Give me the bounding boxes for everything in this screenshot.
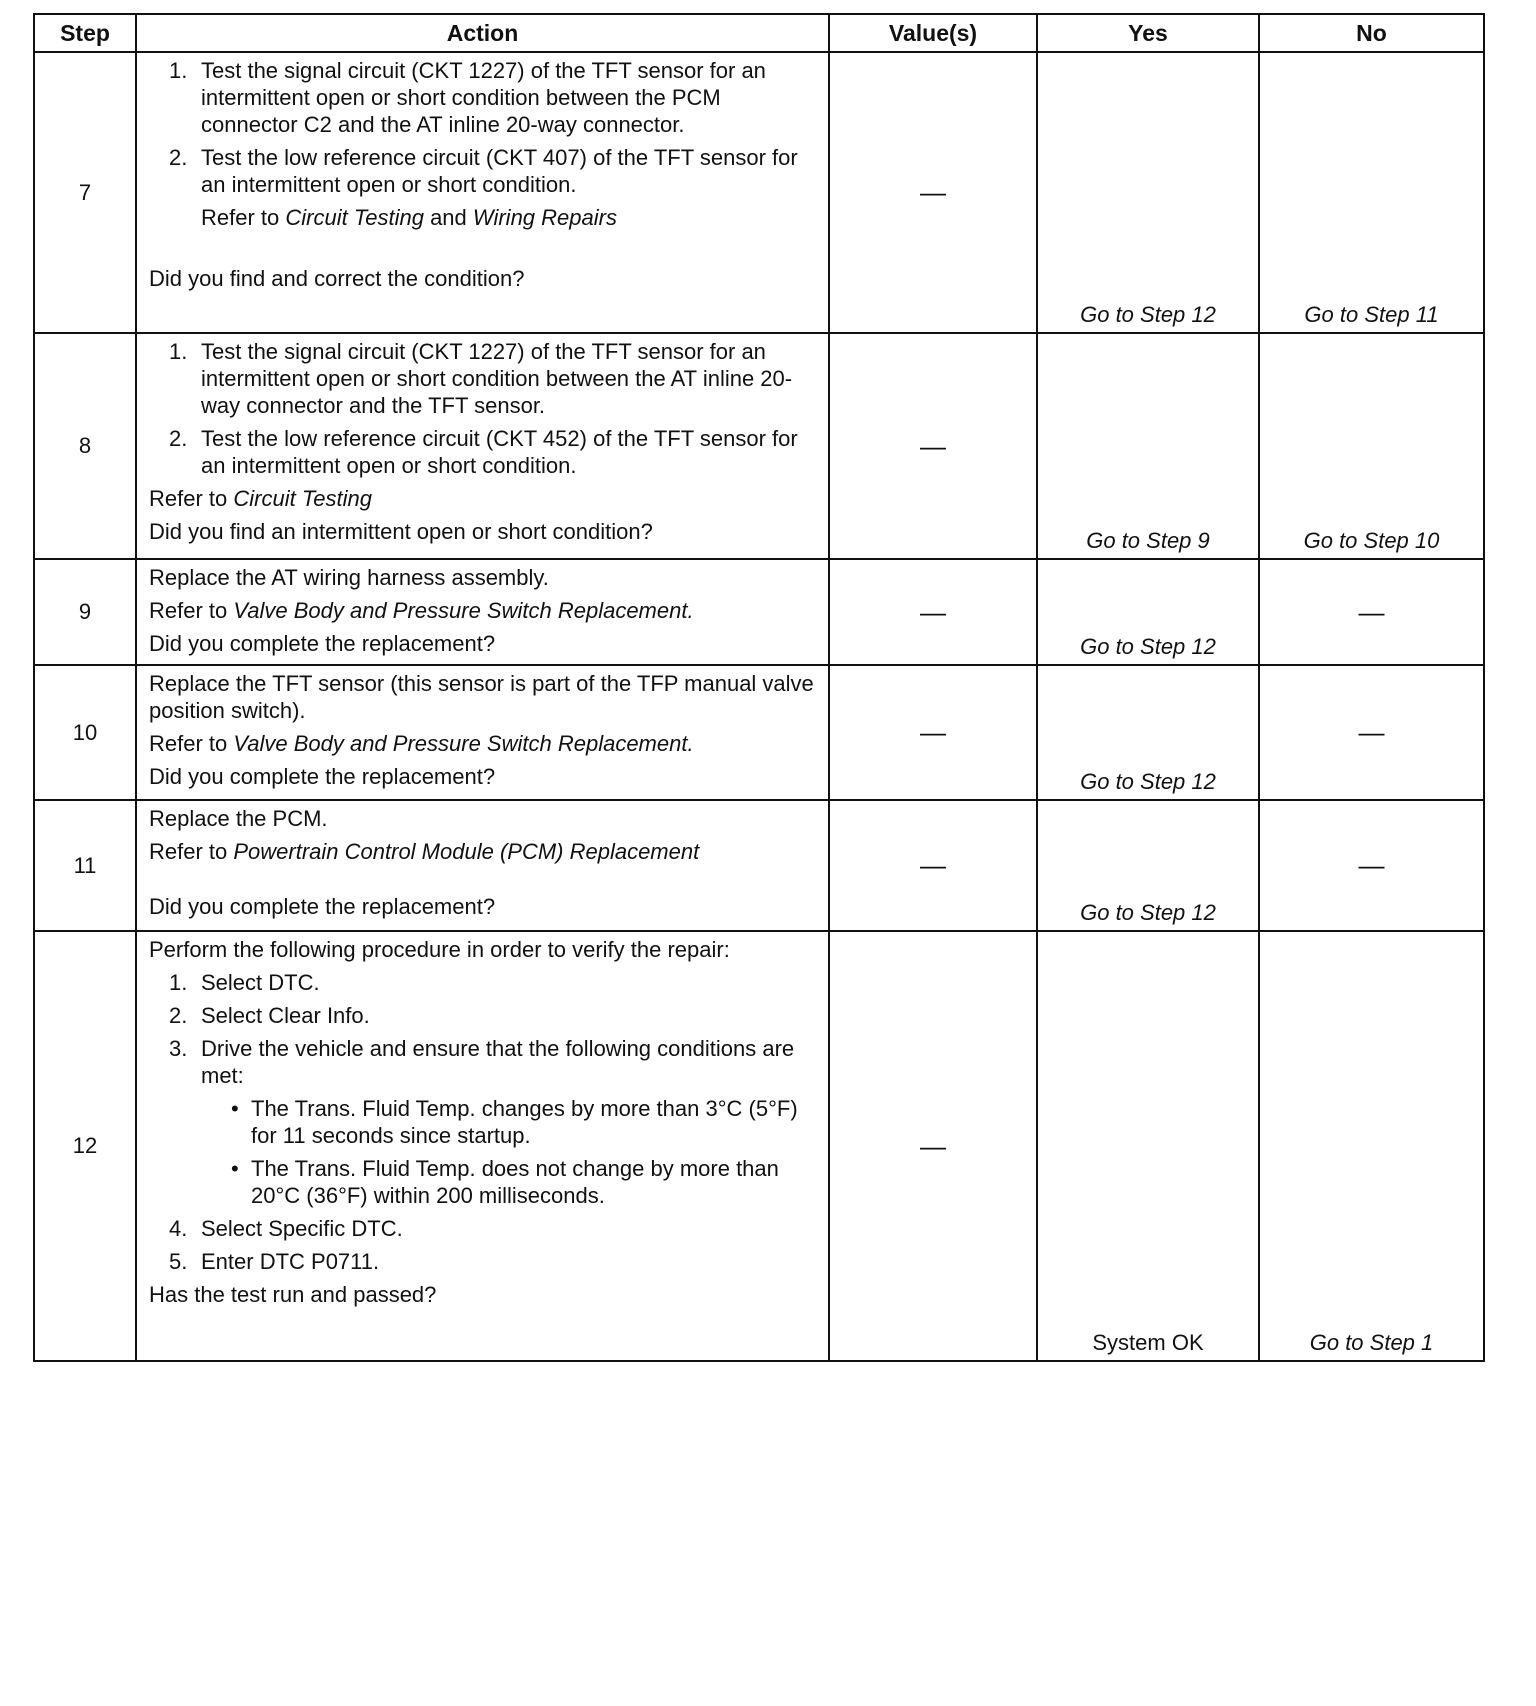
action-item: Select Clear Info. xyxy=(201,1003,370,1028)
value-cell: — xyxy=(829,52,1037,333)
refer-text: and xyxy=(423,205,473,230)
header-values: Value(s) xyxy=(829,14,1037,52)
reference-link[interactable]: Circuit Testing xyxy=(233,486,372,511)
header-yes: Yes xyxy=(1037,14,1259,52)
action-text: Replace the TFT sensor (this sensor is part of the TFP manual valve position switch). xyxy=(149,671,814,723)
refer-text: Refer to xyxy=(201,205,286,230)
table-row xyxy=(34,931,1484,1361)
action-cell: 1. Test the signal circuit (CKT 1227) of the TFT sensor for an intermittent open or short condition between the AT inline 20-way connector and the TFT sensor. 2. Test the low reference circuit (CKT 452) of the TFT sensor for an intermittent open or short condition. Refer to Circuit Testing Did you find an intermittent open or short condition? xyxy=(136,333,829,559)
action-cell xyxy=(136,800,829,931)
reference-link[interactable]: Valve Body and Pressure Switch Replacement. xyxy=(233,598,694,623)
header-step: Step xyxy=(34,14,136,52)
condition-bullet: The Trans. Fluid Temp. changes by more than 3°C (5°F) for 11 seconds since startup. xyxy=(251,1096,798,1148)
header-row xyxy=(34,14,1484,52)
no-action: — xyxy=(1259,665,1484,800)
no-action[interactable]: Go to Step 1 xyxy=(1259,931,1484,1361)
question: Has the test run and passed? xyxy=(149,1282,437,1307)
yes-action[interactable]: System OK xyxy=(1037,931,1259,1361)
yes-action[interactable]: Go to Step 12 xyxy=(1037,559,1259,665)
step-number: 9 xyxy=(34,559,136,665)
action-item: Test the signal circuit (CKT 1227) of the TFT sensor for an intermittent open or short condition between the PCM connector C2 and the AT inline 20-way connector. xyxy=(201,58,766,137)
yes-action[interactable]: Go to Step 12 xyxy=(1037,52,1259,333)
action-cell: Perform the following procedure in order to verify the repair: 1. Select DTC. 2. Select Clear Info. 3. Drive the vehicle and ensure that the following conditions are met: • The Trans. Fluid Temp. changes by more than 3°C (5°F) for 11 seconds since startup. • The Trans. Fluid Temp. does not change by more than 20°C (36°F) within 200 milliseconds. 4. Select Specific DTC. 5. Enter DTC P0711. Has the test run and passed? xyxy=(136,931,829,1361)
value-cell: — xyxy=(829,665,1037,800)
yes-action[interactable]: Go to Step 12 xyxy=(1037,665,1259,800)
question: Did you complete the replacement? xyxy=(149,764,496,789)
value-cell: — xyxy=(829,333,1037,559)
action-cell: 1. Test the signal circuit (CKT 1227) of the TFT sensor for an intermittent open or short condition between the PCM connector C2 and the AT inline 20-way connector. 2. Test the low reference circuit (CKT 407) of the TFT sensor for an intermittent open or short condition. Refer to Circuit Testing and Wiring Repairs Did you find and correct the condition? xyxy=(136,52,829,333)
question: Did you complete the replacement? xyxy=(149,631,496,656)
step-number: 12 xyxy=(34,931,136,1361)
no-action[interactable]: Go to Step 11 xyxy=(1259,52,1484,333)
action-item: Enter DTC P0711. xyxy=(201,1249,380,1274)
value-cell: — xyxy=(829,931,1037,1361)
step-number: 7 xyxy=(34,52,136,333)
action-item: Select Specific DTC. xyxy=(201,1216,403,1241)
table-row xyxy=(34,52,1484,333)
question: Did you find and correct the condition? xyxy=(149,266,525,291)
action-cell xyxy=(136,665,829,800)
table-row xyxy=(34,559,1484,665)
action-text: Replace the AT wiring harness assembly. xyxy=(149,565,549,590)
table-row xyxy=(34,800,1484,931)
step-number: 8 xyxy=(34,333,136,559)
value-cell: — xyxy=(829,559,1037,665)
action-text: Replace the PCM. xyxy=(149,806,328,831)
action-item: Test the low reference circuit (CKT 452) of the TFT sensor for an intermittent open or short condition. xyxy=(201,426,798,478)
action-item: Drive the vehicle and ensure that the following conditions are met: xyxy=(201,1036,795,1088)
yes-action[interactable]: Go to Step 9 xyxy=(1037,333,1259,559)
question: Did you find an intermittent open or short condition? xyxy=(149,519,653,544)
reference-link[interactable]: Powertrain Control Module (PCM) Replacement xyxy=(233,839,700,864)
condition-bullet: The Trans. Fluid Temp. does not change by more than 20°C (36°F) within 200 milliseconds. xyxy=(251,1156,779,1208)
action-text: Perform the following procedure in order to verify the repair: xyxy=(149,937,730,962)
header-no: No xyxy=(1259,14,1484,52)
action-item: Test the signal circuit (CKT 1227) of the TFT sensor for an intermittent open or short condition between the AT inline 20-way connector and the TFT sensor. xyxy=(201,339,793,418)
diagnostic-table xyxy=(33,13,1485,1362)
step-number: 10 xyxy=(34,665,136,800)
value-cell: — xyxy=(829,800,1037,931)
refer-text: Refer to xyxy=(149,839,234,864)
refer-text: Refer to xyxy=(149,486,234,511)
table-row xyxy=(34,665,1484,800)
question: Did you complete the replacement? xyxy=(149,894,496,919)
action-cell xyxy=(136,559,829,665)
yes-action[interactable]: Go to Step 12 xyxy=(1037,800,1259,931)
action-item: Test the low reference circuit (CKT 407) of the TFT sensor for an intermittent open or short condition. xyxy=(201,145,798,197)
refer-text: Refer to xyxy=(149,598,234,623)
header-action: Action xyxy=(136,14,829,52)
action-item: Select DTC. xyxy=(201,970,320,995)
no-action: — xyxy=(1259,800,1484,931)
reference-link[interactable]: Wiring Repairs xyxy=(472,205,617,230)
no-action[interactable]: Go to Step 10 xyxy=(1259,333,1484,559)
no-action: — xyxy=(1259,559,1484,665)
table-row xyxy=(34,333,1484,559)
step-number: 11 xyxy=(34,800,136,931)
reference-link[interactable]: Circuit Testing xyxy=(285,205,424,230)
refer-text: Refer to xyxy=(149,731,234,756)
reference-link[interactable]: Valve Body and Pressure Switch Replacement. xyxy=(233,731,694,756)
